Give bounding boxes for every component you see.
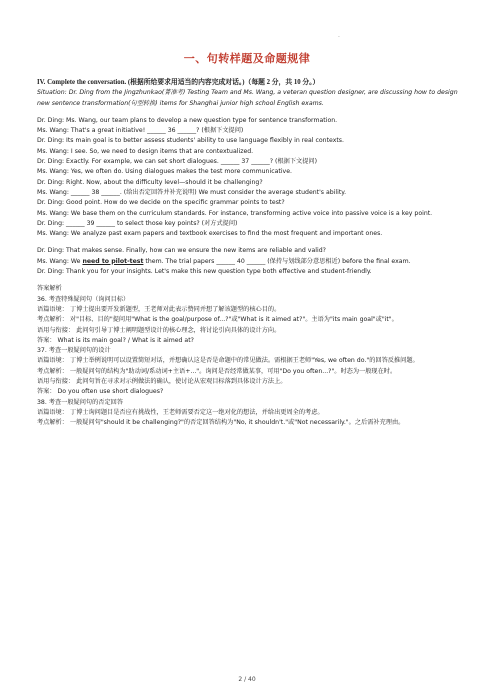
dialogue-line: Ms. Wang: I see. So, we need to design items that are contextualized.: [37, 147, 254, 155]
dialogue-line: Dr. Ding: Ms. Wang, our team plans to develop a new question type for sentence transformation.: [37, 116, 338, 124]
answer-line: 答案： Do you often use short dialogues?: [37, 388, 164, 396]
answer-line: 考点解析： 对"目标、目的"提问用"What is the goal/purpose of...?"或"What is it aimed at?"。主语为"its main goal"或"it"。: [37, 316, 398, 324]
answer-line: 考点解析： 一般疑问句"should it be challenging?"的否定回答结构为"No, it shouldn't."或"Not necessarily."。之后需补充理由。: [37, 419, 405, 427]
answer-line: 考点解析： 一般疑问句的结构为"助动词/系动词+主语+..."。询问是否经常做某事，可用"Do you often...?"。时态为一般现在时。: [37, 367, 397, 375]
answer-line: 语篇语境： 丁博士举例说明可以设置简短对话，并想确认这是否是命题中的常见做法。需根据王老师"Yes, we often do."的回答反推问题。: [37, 357, 419, 365]
dialogue-line: Dr. Ding: Exactly. For example, we can set short dialogues. ______ 37 ______? (根据下文提问): [37, 158, 317, 166]
dialogue-line: Ms. Wang: Yes, we often do. Using dialogues makes the test more communicative.: [37, 168, 292, 176]
underlined-phrase: need to pilot-test: [82, 257, 144, 265]
dialogue-line: Dr. Ding: Thank you for your insights. Let's make this new question type both effective and student-friendly.: [37, 268, 372, 276]
answer-line: 答案： What is its main goal? / What is it aimed at?: [37, 336, 194, 344]
answer-line: 36. 考查特殊疑问句（询问目标）: [37, 295, 130, 303]
answer-line: 语用与衔接： 此问句引导丁博士阐明题型设计的核心理念，将讨论引向具体的设计方向。: [37, 326, 281, 334]
dialogue-line: Ms. Wang: ______ 38 ______. (给出否定回答并补充说明) We must consider the average student's ability.: [37, 188, 347, 196]
answers-heading: 答案解析: [37, 285, 62, 293]
dialogue-line: Dr. Ding: Good point. How do we decide on the specific grammar points to test?: [37, 199, 285, 207]
answer-line: 语篇语境： 丁博士询问题目是否应有挑战性，王老师需要否定这一绝对化的想法，并给出更周全的考虑。: [37, 408, 324, 416]
section-heading: IV. Complete the conversation. (根据所给要求用适当的内容完成对话。)（每题 2 分，共 10 分。）: [37, 79, 320, 86]
page-title: 一、句转样题及命题规律: [183, 52, 311, 65]
dialogue-line: Ms. Wang: We need to pilot-test them. The trial papers ______ 40 ______ (保持与划线部分意思相近) before the final exam.: [37, 257, 411, 265]
situation-text: Situation: Dr. Ding from the Jingzhunkao(菁准考) Testing Team and Ms. Wang, a veteran question designer, are discussing how to design new sentence transformation(句型转换) items for Shanghai junior high school English exams.: [37, 89, 458, 107]
page-mark: ·: [338, 34, 340, 41]
answer-line: 语篇语境： 丁博士提出要开发新题型，王老师对此表示赞同并想了解该题型的核心目的。: [37, 305, 281, 313]
dialogue-line: Ms. Wang: That's a great initiative! ______ 36 ______? (根据下文提问): [37, 127, 244, 135]
page-number: 2 / 40: [238, 676, 256, 683]
document-body: [37, 78, 461, 429]
dialogue-line: Ms. Wang: We base them on the curriculum standards. For instance, transforming active voice into passive voice is a key point.: [37, 209, 433, 217]
answer-line: 37. 考查一般疑问句的设计: [37, 347, 111, 355]
answer-line: 语用与衔接： 此问句旨在寻求对示例做法的确认，使讨论从宏观目标落到具体设计方法上。: [37, 378, 287, 386]
answer-line: 38. 考查一般疑问句的否定回答: [37, 398, 124, 406]
dialogue-line: Ms. Wang: We analyze past exam papers and textbook exercises to find the most frequent and important ones.: [37, 230, 383, 238]
dialogue-line: Dr. Ding: That makes sense. Finally, how can we ensure the new items are reliable and valid?: [37, 247, 326, 255]
dialogue-line: Dr. Ding: Right. Now, about the difficulty level—should it be challenging?: [37, 178, 263, 186]
dialogue-line: Dr. Ding: Its main goal is to better assess students' ability to use language flexibly in real contexts.: [37, 137, 344, 145]
dialogue-line: Dr. Ding: ______ 39 ______ to select those key points? (对方式提问): [37, 219, 238, 227]
